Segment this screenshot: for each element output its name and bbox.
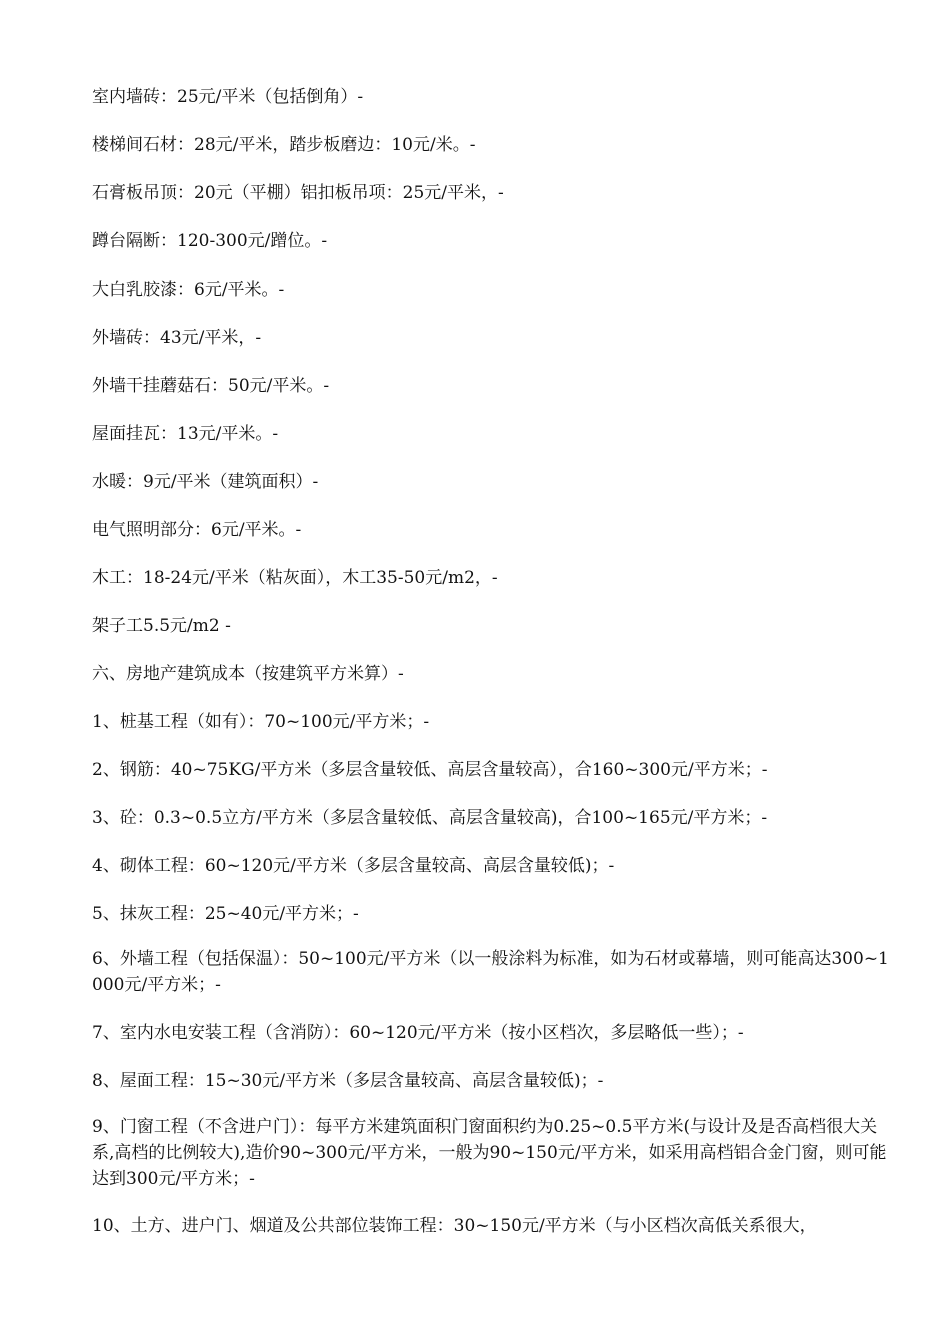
paragraph-toilet-partition: 蹲台隔断：120-300元/蹭位。- — [92, 231, 328, 251]
list-item-masonry: 4、砌体工程：60~120元/平方米（多层含量较高、高层含量较低)；- — [92, 856, 615, 876]
section-heading-construction-cost: 六、房地产建筑成本（按建筑平方米算）- — [92, 664, 404, 684]
paragraph-carpentry: 木工：18-24元/平米（粘灰面），木工35-50元/m2，- — [92, 568, 498, 588]
list-item-pile-foundation: 1、桩基工程（如有）：70~100元/平方米；- — [92, 712, 430, 732]
paragraph-exterior-stone: 外墙干挂蘑菇石：50元/平米。- — [92, 376, 330, 396]
list-item-doors-windows: 9、门窗工程（不含进户门）：每平方米建筑面积门窗面积约为0.25~0.5平方米(与设计及是否高档很大关系,高档的比例较大),造价90~300元/平方米，一般为90~150元/平方米，如采用高档铝合金门窗，则可能达到300元/平方米；- — [92, 1117, 887, 1189]
list-item-indoor-mep: 7、室内水电安装工程（含消防）：60~120元/平方米（按小区档次，多层略低一些）；- — [92, 1023, 744, 1043]
list-item-earthwork-public-decoration: 10、土方、进户门、烟道及公共部位装饰工程：30~150元/平方米（与小区档次高低关系很大， — [92, 1216, 817, 1236]
paragraph-stairwell-stone: 楼梯间石材：28元/平米，踏步板磨边：10元/米。- — [92, 135, 476, 155]
list-item-exterior-wall: 6、外墙工程（包括保温）：50~100元/平方米（以一般涂料为标准，如为石材或幕墙，则可能高达300~1000元/平方米；- — [92, 949, 889, 995]
paragraph-gypsum-ceiling: 石膏板吊顶：20元（平棚）铝扣板吊项：25元/平米，- — [92, 183, 504, 203]
list-item-concrete: 3、砼：0.3~0.5立方/平方米（多层含量较低、高层含量较高)，合100~165元/平方米；- — [92, 808, 768, 828]
paragraph-roof-tile: 屋面挂瓦：13元/平米。- — [92, 424, 279, 444]
paragraph-exterior-wall-tile: 外墙砖：43元/平米，- — [92, 328, 262, 348]
list-item-plastering: 5、抹灰工程：25~40元/平方米；- — [92, 904, 359, 924]
paragraph-scaffolding: 架子工5.5元/m2 - — [92, 616, 231, 636]
list-item-roofing: 8、屋面工程：15~30元/平方米（多层含量较高、高层含量较低)；- — [92, 1071, 604, 1091]
paragraph-interior-wall-tile: 室内墙砖：25元/平米（包括倒角）- — [92, 87, 364, 107]
list-item-rebar: 2、钢筋：40~75KG/平方米（多层含量较低、高层含量较高），合160~300元/平方米；- — [92, 760, 768, 780]
paragraph-electrical-lighting: 电气照明部分：6元/平米。- — [92, 520, 302, 540]
paragraph-plumbing-heating: 水暖：9元/平米（建筑面积）- — [92, 472, 319, 492]
paragraph-latex-paint: 大白乳胶漆：6元/平米。- — [92, 280, 285, 300]
